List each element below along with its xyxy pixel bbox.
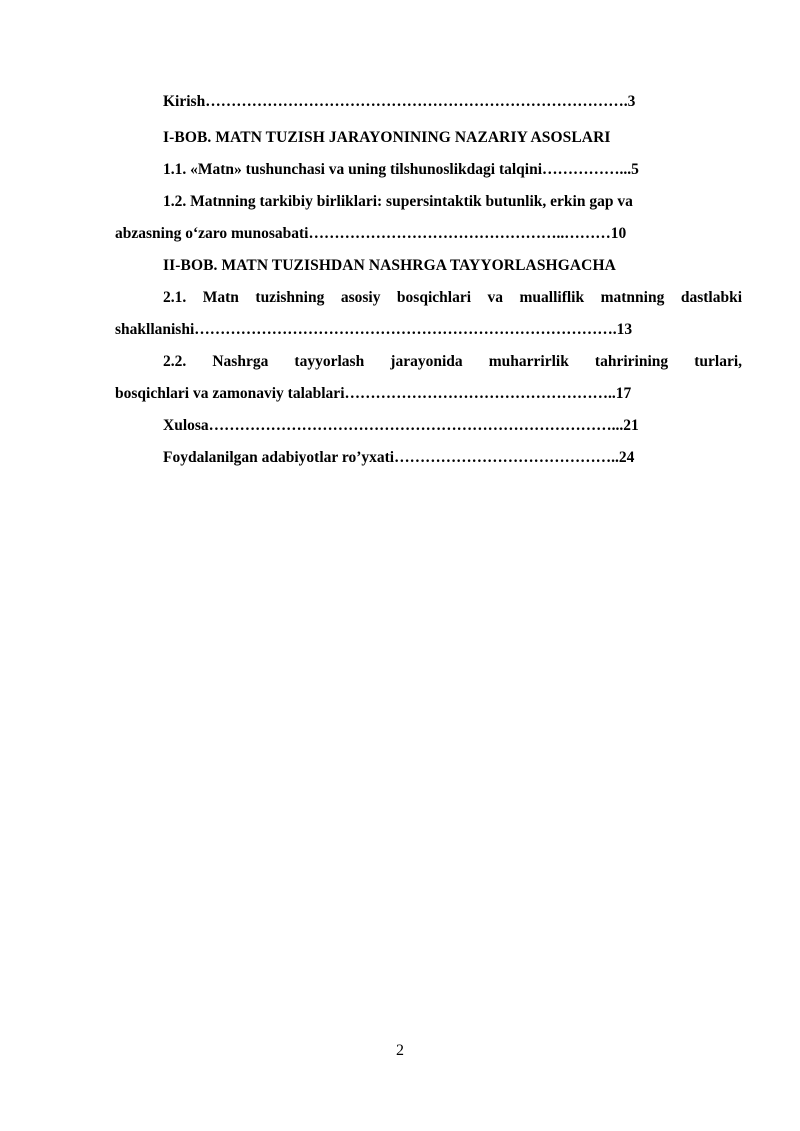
toc-entry-1-1: 1.1. «Matn» tushunchasi va uning tilshunoslikdagi talqini……………...5 (163, 161, 639, 178)
toc-entry-1-2-line-2: abzasning o‘zaro munosabati…………………………………………..………10 (115, 225, 627, 242)
toc-entry-2-1-line-1: 2.1. Matn tuzishning asosiy bosqichlari va mualliflik matnning dastlabki (163, 289, 742, 306)
table-of-contents (115, 90, 742, 470)
toc-entry-xulosa: Xulosa……………………………………………………………………...21 (163, 417, 639, 434)
toc-entry-adabiyotlar: Foydalanilgan adabiyotlar ro’yxati……………………………………..24 (163, 449, 635, 466)
page-number: 2 (396, 1042, 404, 1059)
toc-entry-2-2-line-2: bosqichlari va zamonaviy talablari……………………………………………..17 (115, 385, 632, 402)
toc-entry-2-2-line-1: 2.2. Nashrga tayyorlash jarayonida muharrirlik tahririning turlari, (163, 353, 742, 370)
toc-entry-kirish: Kirish……………………………………………………………………….3 (163, 93, 636, 110)
toc-chapter-1: I-BOB. MATN TUZISH JARAYONINING NAZARIY ASOSLARI (163, 129, 611, 146)
toc-entry-1-2-line-1: 1.2. Matnning tarkibiy birliklari: supersintaktik butunlik, erkin gap va (163, 193, 633, 210)
toc-entry-2-1-line-2: shakllanishi……………………………………………………………………….13 (115, 321, 633, 338)
toc-chapter-2: II-BOB. MATN TUZISHDAN NASHRGA TAYYORLASHGACHA (163, 257, 616, 274)
